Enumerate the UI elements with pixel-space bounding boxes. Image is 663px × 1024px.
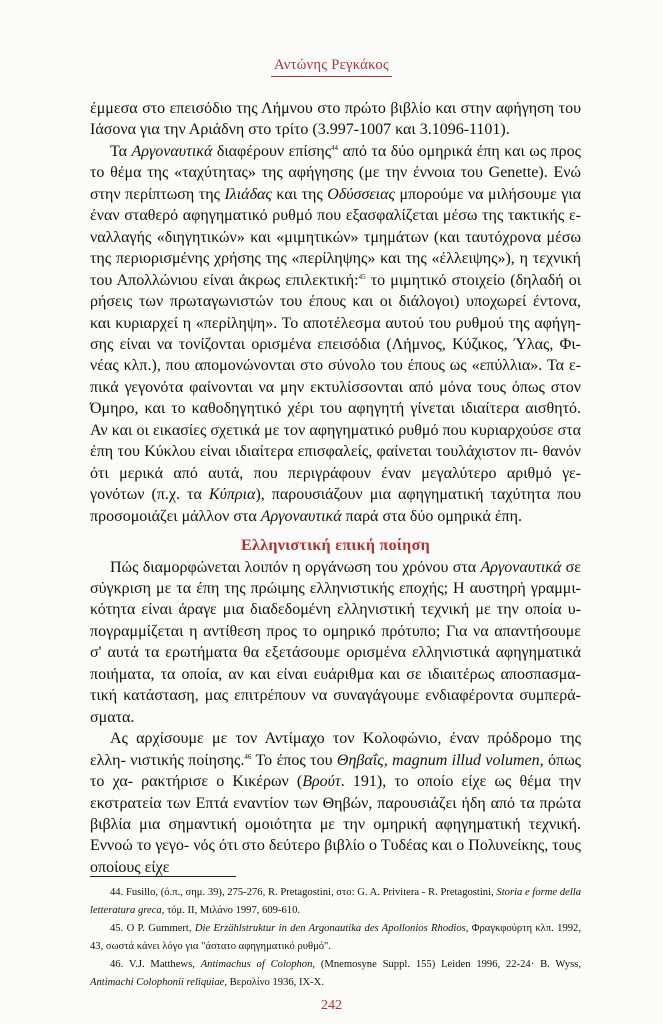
- page-number: 242: [321, 998, 342, 1013]
- text-run: μπορούμε να μιλήσουμε για έναν σταθερό αφηγηματικό ρυθμό που εξασφαλίζεται μέσω της τακτικής ε- ναλλαγής «διηγητικών» και «μιμητικών» τμημάτων (και ταυτόχρονα μέσω της περιορισμένης χρήσης της «περίληψης» και της «έλλειψης»), η τεχνική του Απολλώνιου είναι άκρως επιλεκτική:: [90, 185, 582, 289]
- footnote-ref: 46: [244, 752, 252, 761]
- italic-text: Antimachi Colophonii reliquiae: [90, 977, 225, 988]
- paragraph: [90, 728, 581, 878]
- italic-text: Αργοναυτικά: [480, 558, 562, 576]
- text-run: ), παρουσιάζουν μια αφηγηματική ταχύτητα που προσομοιάζει μάλλον στα: [90, 486, 582, 525]
- footnote-ref: 44: [331, 143, 339, 152]
- text-run: διαφέρουν επίσης: [212, 142, 332, 160]
- text-run: 46. V.J. Matthews,: [110, 959, 201, 970]
- italic-text: Βρούτ: [302, 773, 341, 791]
- italic-text: Αργοναυτικά: [260, 507, 342, 525]
- italic-text: Αργοναυτικά: [131, 142, 213, 160]
- italic-text: Die Erzählstruktur in den Argonautika des Apollonios Rhodios: [194, 923, 466, 934]
- paragraph: [90, 98, 581, 141]
- text-run: έμμεσα στο επεισόδιο της Λήμνου στο πρώτο βιβλίο και στην αφήγηση του Ιάσονα για την Αριάδνη στο τρίτο (3.997-1007 και 3.1096-1101).: [90, 100, 581, 139]
- text-run: 44. Fusillo, (ό.π., σημ. 39), 275-276, R. Pretagostini, στο: G. A. Privitera - R. Pretagostini,: [110, 887, 497, 898]
- text-run: , Βερολίνο 1936, IX-X.: [224, 977, 324, 988]
- paragraphs-before-heading: [90, 98, 581, 527]
- footnote: [90, 884, 581, 920]
- italic-text: Storia e forme della letteratura greca: [90, 887, 581, 916]
- text-run: Ας αρχίσουμε με τον Αντίμαχο τον Κολοφώνιο, έναν πρόδρομο της ελλη- νιστικής ποίησης.: [90, 730, 581, 769]
- running-head: [0, 56, 663, 77]
- text-run: Το έπος του: [251, 751, 337, 769]
- text-run: , (Mnemosyne Suppl. 155) Leiden 1996, 22-24· B. Wyss,: [312, 959, 581, 970]
- running-title: Αντώνης Ρεγκάκος: [271, 57, 392, 77]
- italic-text: Θηβαΐς, magnum illud volumen: [336, 751, 540, 769]
- text-run: , όπως το χα- ρακτήρισε ο Κικέρων (: [90, 751, 581, 791]
- section-heading: Ελληνιστική επική ποίηση: [241, 537, 430, 555]
- body-text: [90, 98, 581, 878]
- text-run: από τα δύο ομηρικά έπη και ως προς το θέμα της «ταχύτητας» της αφήγησης (με την έννοια του Genette). Ενώ στην περίπτωση της: [90, 142, 582, 203]
- italic-text: Κύπρια: [208, 486, 256, 504]
- text-run: το μιμητικό στοιχείο (δηλαδή οι ρήσεις των πρωταγωνιστών του έπους και οι διάλογοι) υποχωρεί έντονα, και κυριαρχεί η «περίληψη». Το αποτέλεσμα αυτού του ρυθμού της αφήγη- σης είναι να τονίζονται ορισμένα επεισόδια (Λήμνος, Κύζικος, Ύλας, Φι- νέας κλπ.), που απομονώνονται στο σύνολο του έπους ως «επύλλια». Τα ε- πικά γεγονότα φαίνονται να μην εκτυλίσσονται από μόνα τους όπως στον Όμηρο, και το καθοδηγητικό χέρι του αφηγητή γίνεται ιδιαίτερα αισθητό. Αν και οι εικασίες σχετικά με τον αφηγηματικό ρυθμό που κυριαρχούσε στα έπη του Κύκλου είναι ιδιαίτερα επισφαλείς, φαίνεται τουλάχιστον πι- θανόν ότι μερικά από αυτά, που περιγράφουν έναν μεγαλύτερο αριθμό γε- γονότων (π.χ. τα: [90, 271, 581, 504]
- text-run: 45. O P. Gummert,: [110, 923, 195, 934]
- text-run: , τόμ. II, Μιλάνο 1997, 609-610.: [161, 905, 301, 916]
- text-run: παρά στα δύο ομηρικά έπη.: [341, 507, 523, 525]
- footnote-divider: [90, 876, 236, 877]
- text-run: , Φραγκφούρτη κλπ. 1992, 43, σωστά κάνει λόγο για "άστατο αφηγηματικό ρυθμό".: [90, 923, 581, 952]
- paragraphs-after-heading: [90, 557, 581, 879]
- italic-text: Ιλιάδας: [224, 185, 272, 203]
- footnote-ref: 45: [358, 272, 366, 281]
- paragraph: [90, 141, 581, 527]
- footnote: [90, 920, 581, 956]
- italic-text: Οδύσσειας: [327, 185, 395, 203]
- footnotes: [90, 884, 581, 992]
- italic-text: Antimachus of Colophon: [200, 959, 313, 970]
- text-run: . 191), το οποίο είχε ως θέμα την εκστρατεία των Επτά εναντίον των Θηβών, παρουσιάζει ήδη από τα πρώτα βιβλία μια σημαντική ομοιότητα με την ομηρική αφηγηματική τεχνική. Εννοώ το γεγο- νός ότι στο δεύτερο βιβλίο ο Τυδέας και ο Πολυνείκης, τους οποίους είχε: [90, 773, 582, 876]
- text-run: και της: [271, 185, 328, 203]
- footnote: [90, 956, 581, 992]
- text-run: Πώς διαμορφώνεται λοιπόν η οργάνωση του χρόνου στα: [110, 558, 481, 576]
- text-run: σε σύγκριση με τα έπη της πρώιμης ελληνιστικής εποχής; Η αυστηρή γραμμι- κότητα είναι άραγε μια διαδεδομένη ελληνιστική τεχνική με την οποία υ- πογραμμίζεται η αντίθεση προς το ομηρικό πρότυπο; Για να απαντήσουμε σ' αυτά τα ερωτήματα θα εξετάσουμε ορισμένα ελληνιστικά αφηγηματικά ποιήματα, τα οποία, αν και είναι ευάριθμα και σε ιδιαιτέρως αποσπασμα- τική κατάσταση, μας επιτρέπουν να συναγάγουμε ενδιαφέροντα συμπερά- σματα.: [90, 558, 582, 726]
- paragraph: [90, 557, 581, 729]
- text-run: Τα: [110, 142, 132, 160]
